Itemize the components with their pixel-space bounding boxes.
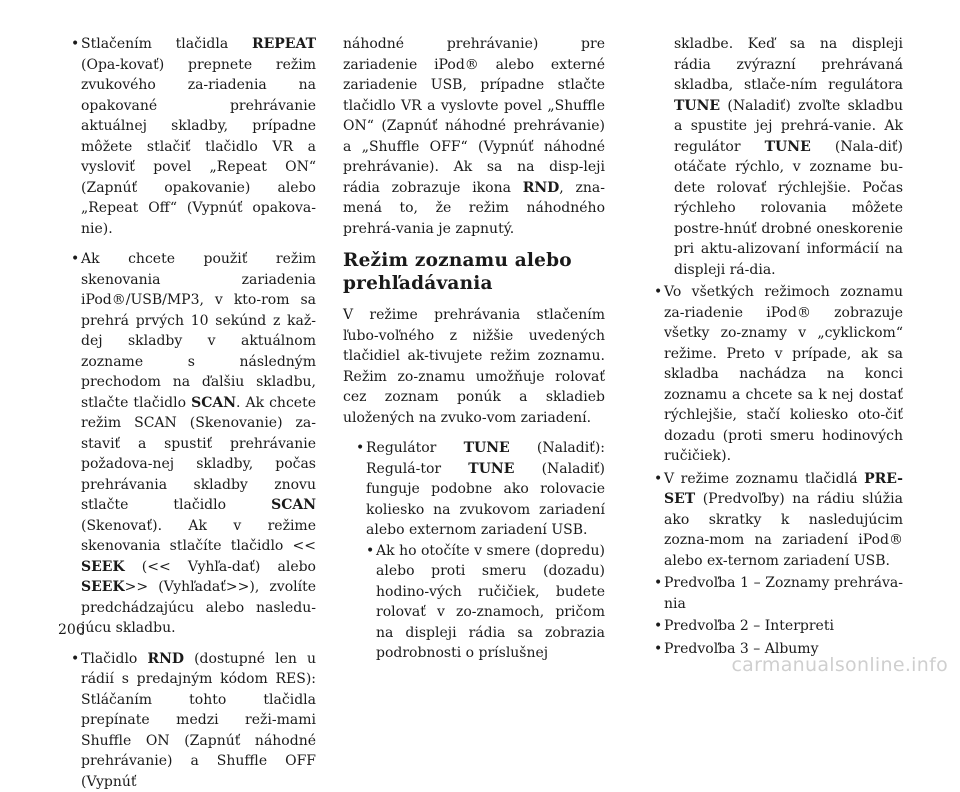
keyword-tune: TUNE xyxy=(765,139,811,155)
section-heading: Režim zoznamu alebo prehľadávania xyxy=(343,249,605,295)
list-item-rnd: • Tlačidlo RND (dostupné len u rádií s predajným kódom RES): Stláčaním tohto tlačidla prepínate medzi reži-mami Shuffle ON (Zapnúť náhodné prehrávanie) a Shuffle OFF (Vypnúť xyxy=(58,649,316,792)
bullet-mark: • xyxy=(654,282,664,303)
keyword-tune: TUNE xyxy=(674,98,720,114)
list-item-cyclic: • Vo všetkých režimoch zoznamu za-riadenie iPod® zobrazuje všetky zo-znamy v „cyklickom“ režime. Preto v prípade, ak sa skladba nachádza na konci zoznamu a chcete sa k nej dostať rýchlejšie, stačí koliesko oto-čiť dozadu (proti smeru hodinových ručičiek). xyxy=(641,282,903,467)
list-item-preset-2: • Predvoľba 2 – Interpreti xyxy=(641,616,903,637)
continued-sub-item: skladbe. Keď sa na displeji rádia zvýrazní prehrávaná skladba, stlače-ním regulátora TUNE (Naladiť) zvoľte skladbu a spustite jej prehrá-vanie. Ak regulátor TUNE (Nala-diť) otáčate rýchlo, v zozname bu-dete rolovať rýchlejšie. Počas rýchleho rolovania môžete postre-hnúť drobné oneskorenie pri aktu-alizovaní informácií na displeji rá-dia. xyxy=(641,34,903,280)
keyword-tune: TUNE xyxy=(468,461,514,477)
sub-list-item-rotate: • Ak ho otočíte v smere (dopredu) alebo proti smeru (dozadu) hodino-vých ručičiek, budete rolovať v zo-znamoch, pričom na displeji rádia sa zobrazia podrobnosti o príslušnej xyxy=(343,541,605,664)
section-intro: V režime prehrávania stlačením ľubo-voľného z nižšie uvedených tlačidiel ak-tivujete režim zoznamu. Režim zo-znamu umožňuje rolovať cez zoznam ponúk a skladieb uložených na zvuko-vom zariadení. xyxy=(343,305,605,428)
list-item-tune: • Regulátor TUNE (Naladiť): Regulá-tor TUNE (Naladiť) funguje podobne ako rolovacie koliesko na zvukovom zariadení alebo externom zariadení USB. xyxy=(343,438,605,541)
list-item-repeat: • Stlačením tlačidla REPEAT (Opa-kovať) prepnete režim zvukového za-riadenia na opakované prehrávanie aktuálnej skladby, prípadne môžete stlačiť tlačidlo VR a vysloviť povel „Repeat ON“ (Zapnúť opakovanie) alebo „Repeat Off“ (Vypnúť opakova-nie). xyxy=(58,34,316,239)
column-right xyxy=(641,34,903,659)
list-item-preset-3: • Predvoľba 3 – Albumy xyxy=(641,639,903,660)
list-item-preset-1: • Predvoľba 1 – Zoznamy prehráva-nia xyxy=(641,573,903,614)
bullet-mark: • xyxy=(71,34,81,55)
keyword-scan: SCAN xyxy=(271,497,316,513)
watermark: carmanualsonline.info xyxy=(731,654,948,676)
list-item-scan: • Ak chcete použiť režim skenovania zariadenia iPod®/USB/MP3, v kto-rom sa prehrá prvých 10 sekúnd z kaž-dej skladby v aktuálnom zozname s následným prechodom na ďalšiu skladbu, stlačte tlačidlo SCAN. Ak chcete režim SCAN (Skenovanie) za-staviť a spustiť prehrávanie požadova-nej skladby, počas prehrávania skladby znovu stlačte tlačidlo SCAN (Skenovať). Ak v režime skenovania stlačíte tlačidlo << SEEK (<< Vyhľa-dať) alebo SEEK>> (Vyhľadať>>), zvolíte predchádzajúcu alebo nasledu-júcu skladbu. xyxy=(58,249,316,639)
continued-paragraph: náhodné prehrávanie) pre zariadenie iPod® alebo externé zariadenie USB, prípadne stlačte tlačidlo VR a vyslovte povel „Shuffle ON“ (Zapnúť náhodné prehrávanie) a „Shuffle OFF“ (Vypnúť náhodné prehrávanie). Ak sa na disp-leji rádia zobrazuje ikona RND, zna-mená to, že režim náhodného prehrá-vania je zapnutý. xyxy=(343,34,605,239)
column-left xyxy=(58,34,316,792)
keyword-repeat: REPEAT xyxy=(252,36,316,52)
list-item-preset: • V režime zoznamu tlačidlá PRE-SET (Predvoľby) na rádiu slúžia ako skratky k nasledujúcim zozna-mom na zariadení iPod® alebo ex-ternom zariadení USB. xyxy=(641,469,903,572)
keyword-seek: SEEK xyxy=(81,579,125,595)
keyword-seek: SEEK xyxy=(81,559,125,575)
bullet-mark: • xyxy=(654,616,664,637)
keyword-rnd: RND xyxy=(147,651,184,667)
bullet-mark: • xyxy=(366,541,376,562)
bullet-mark: • xyxy=(71,649,81,670)
bullet-mark: • xyxy=(71,249,81,270)
bullet-mark: • xyxy=(654,573,664,594)
keyword-rnd: RND xyxy=(523,180,560,196)
bullet-mark: • xyxy=(654,469,664,490)
bullet-mark: • xyxy=(356,438,366,459)
bullet-mark: • xyxy=(654,639,664,660)
keyword-scan: SCAN xyxy=(191,395,236,411)
keyword-preset: PRE-SET xyxy=(664,471,903,508)
column-middle xyxy=(343,34,605,664)
page-number: 206 xyxy=(58,622,85,638)
keyword-tune: TUNE xyxy=(464,440,510,456)
